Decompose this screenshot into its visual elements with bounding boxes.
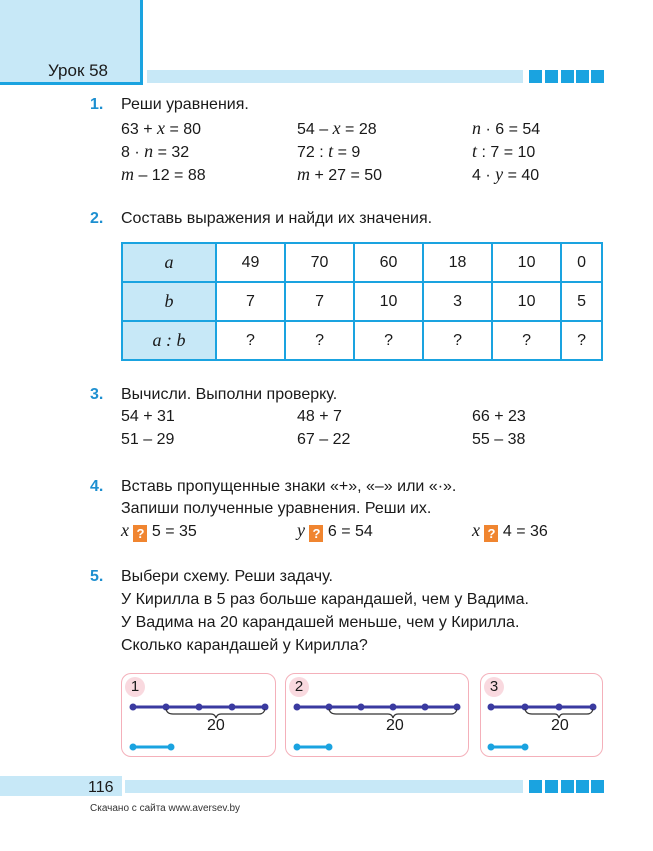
expression: 48 + 7 — [297, 408, 342, 425]
equation — [121, 141, 189, 162]
task-text: У Вадима на 20 карандашей меньше, чем у Кирилла. — [121, 614, 520, 631]
footer-square — [591, 780, 604, 793]
expression: 51 – 29 — [121, 431, 175, 448]
table-cell: 7 — [216, 282, 285, 321]
variable: m — [121, 164, 134, 184]
task-number: 2. — [90, 210, 104, 227]
equation-part: · 6 = 54 — [481, 121, 541, 138]
expression: 55 – 38 — [472, 431, 526, 448]
equation-part: – 12 = 88 — [134, 167, 206, 184]
variable: x — [332, 118, 341, 138]
table-cell: 3 — [423, 282, 492, 321]
equation-with-gap — [472, 520, 548, 542]
table-cell: 5 — [561, 282, 602, 321]
table-cell: 10 — [492, 282, 561, 321]
equation — [121, 118, 201, 139]
table-cell: ? — [561, 321, 602, 360]
header-square — [545, 70, 558, 83]
header-square — [576, 70, 589, 83]
task-text: Вставь пропущенные знаки «+», «–» или «·». — [121, 478, 457, 495]
equation — [472, 141, 535, 162]
footer-strip — [125, 780, 523, 793]
scheme-number: 1 — [125, 677, 145, 697]
task-text: Реши уравнения. — [121, 96, 249, 113]
equation-part: 72 : — [297, 144, 329, 161]
table-cell: 18 — [423, 243, 492, 282]
table-cell: 10 — [354, 282, 423, 321]
equation — [297, 164, 382, 185]
equation-rest: 4 = 36 — [498, 523, 548, 540]
equation-part: = 80 — [165, 121, 202, 138]
task-text: Запиши полученные уравнения. Реши их. — [121, 500, 432, 517]
table-cell: ? — [285, 321, 354, 360]
variable: m — [297, 164, 310, 184]
table-header-cell: a — [122, 243, 216, 282]
segment-value: 20 — [551, 717, 569, 734]
equation — [472, 118, 540, 139]
missing-sign-box: ? — [133, 525, 147, 542]
table-cell: 7 — [285, 282, 354, 321]
variable: x — [121, 520, 129, 540]
equation-rest: 5 = 35 — [147, 523, 197, 540]
footer-square — [576, 780, 589, 793]
task-text: Сколько карандашей у Кирилла? — [121, 637, 368, 654]
table-cell: 10 — [492, 243, 561, 282]
segment-value: 20 — [207, 717, 225, 734]
equation-part: = 40 — [503, 167, 540, 184]
header-square — [529, 70, 542, 83]
source-note: Скачано с сайта www.aversev.by — [90, 803, 241, 814]
equation-part: = 28 — [340, 121, 377, 138]
task-number: 1. — [90, 96, 104, 113]
table-cell: 60 — [354, 243, 423, 282]
page-number: 116 — [88, 779, 114, 796]
scheme-diagram-3 — [480, 673, 603, 757]
missing-sign-box: ? — [484, 525, 498, 542]
equation-part: 4 · — [472, 167, 496, 184]
header-strip — [147, 70, 523, 83]
expression: 54 + 31 — [121, 408, 175, 425]
equation — [121, 164, 206, 185]
footer-square — [545, 780, 558, 793]
variable: t — [328, 141, 334, 161]
task-number: 5. — [90, 568, 104, 585]
equation-part: 54 – — [297, 121, 333, 138]
equation-part: 63 + — [121, 121, 158, 138]
task-text: У Кирилла в 5 раз больше карандашей, чем у Вадима. — [121, 591, 529, 608]
table-cell: 70 — [285, 243, 354, 282]
table-cell: ? — [423, 321, 492, 360]
task-text: Вычисли. Выполни проверку. — [121, 386, 338, 403]
header-square — [591, 70, 604, 83]
header-square — [561, 70, 574, 83]
variable: y — [495, 164, 504, 184]
scheme-diagram-2 — [285, 673, 469, 757]
expression: 67 – 22 — [297, 431, 351, 448]
variable: n — [144, 141, 154, 161]
variable: x — [157, 118, 166, 138]
equation-part: = 9 — [333, 144, 361, 161]
equation-rest: 6 = 54 — [323, 523, 373, 540]
equation-part: = 32 — [153, 144, 190, 161]
footer-square — [561, 780, 574, 793]
equation — [297, 141, 360, 162]
table-cell: 0 — [561, 243, 602, 282]
lesson-title: Урок 58 — [48, 61, 109, 80]
task-number: 4. — [90, 478, 104, 495]
table-cell: ? — [354, 321, 423, 360]
task-number: 3. — [90, 386, 104, 403]
table-row — [122, 243, 602, 282]
equation-with-gap — [121, 520, 197, 542]
variable: t — [472, 141, 478, 161]
equation-with-gap — [297, 520, 373, 542]
scheme-number: 2 — [289, 677, 309, 697]
segment-value: 20 — [386, 717, 404, 734]
equation — [297, 118, 377, 139]
values-table — [121, 242, 603, 361]
scheme-diagram-1 — [121, 673, 276, 757]
footer-square — [529, 780, 542, 793]
variable: y — [297, 520, 305, 540]
table-row — [122, 321, 602, 360]
table-cell: ? — [492, 321, 561, 360]
equation-part: : 7 = 10 — [477, 144, 536, 161]
task-text: Составь выражения и найди их значения. — [121, 210, 433, 227]
scheme-number: 3 — [484, 677, 504, 697]
equation-part: 8 · — [121, 144, 145, 161]
table-cell: ? — [216, 321, 285, 360]
missing-sign-box: ? — [309, 525, 323, 542]
equation-part: + 27 = 50 — [310, 167, 383, 184]
table-row — [122, 282, 602, 321]
expression: 66 + 23 — [472, 408, 526, 425]
equation — [472, 164, 539, 185]
variable: x — [472, 520, 480, 540]
variable: n — [472, 118, 481, 138]
table-header-cell: b — [122, 282, 216, 321]
table-header-cell: a : b — [122, 321, 216, 360]
task-text: Выбери схему. Реши задачу. — [121, 568, 333, 585]
table-cell: 49 — [216, 243, 285, 282]
